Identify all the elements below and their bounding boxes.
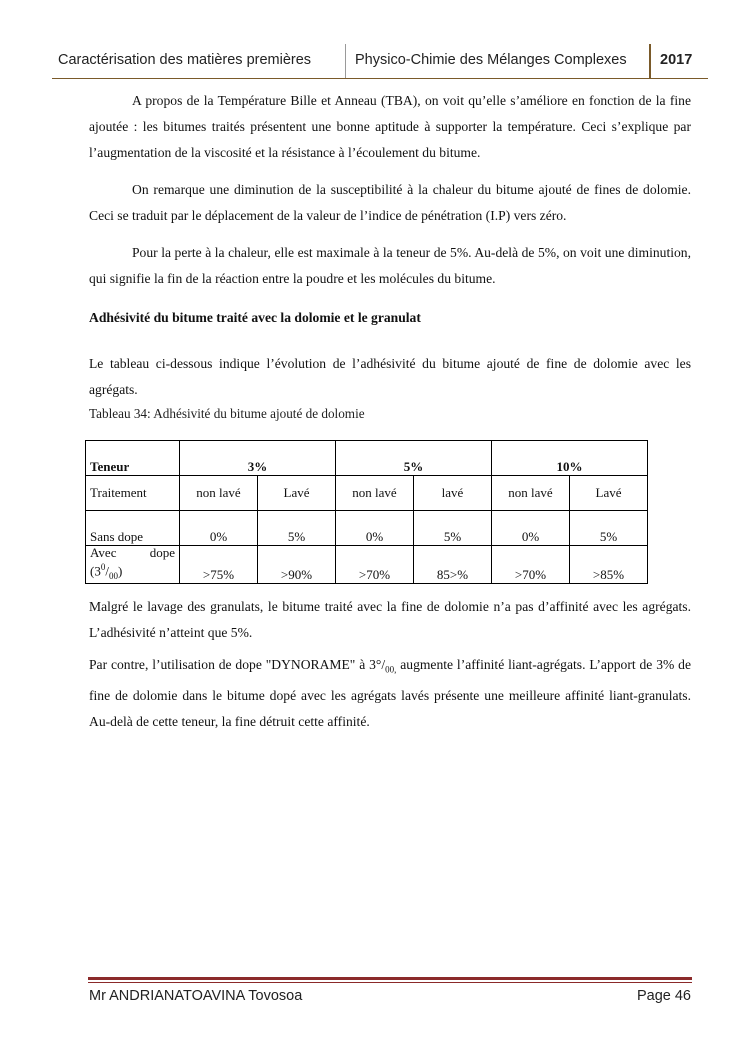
paragraph: On remarque une diminution de la susceptibilité à la chaleur du bitume ajouté de fines de dolomie. Ceci se traduit par le déplacement de la valeur de l’indice de pénétration (I.P) vers zéro. [89, 182, 691, 223]
table-cell: Avec dope $(3^0/_{00})$ [86, 546, 180, 584]
table-cell: 5% [258, 511, 336, 546]
paragraph: Malgré le lavage des granulats, le bitume traité avec la fine de dolomie n’a pas d’affinité avec les agrégats. L’adhésivité n’atteint que 5%. [89, 599, 691, 640]
table-cell: non lavé [180, 476, 258, 511]
page-header [52, 42, 708, 78]
table-row [86, 476, 648, 511]
table-cell: non lavé [336, 476, 414, 511]
table-cell: 0% [180, 511, 258, 546]
table-cell: 5% [570, 511, 648, 546]
paragraph: Pour la perte à la chaleur, elle est maximale à la teneur de 5%. Au-delà de 5%, on voit une diminution, qui signifie la fin de la réaction entre la poudre et les molécules du bitume. [89, 245, 691, 286]
table-row [86, 546, 648, 584]
header-divider [345, 44, 346, 78]
table-cell: 0% [336, 511, 414, 546]
page-number: Page 46 [636, 988, 691, 1004]
header-chapter-title: Caractérisation des matières premières [58, 52, 312, 68]
header-year: 2017 [660, 52, 693, 68]
table-cell: Traitement [86, 476, 180, 511]
header-rule [52, 78, 708, 79]
table-cell: >75% [180, 546, 258, 584]
table-cell: 0% [492, 511, 570, 546]
table-row [86, 441, 648, 476]
paragraph: A propos de la Température Bille et Anneau (TBA), on voit qu’elle s’améliore en fonction de la fine ajoutée : les bitumes traités présentent une bonne aptitude à supporter la température. Ceci s’explique par l’augmentation de la viscosité et la résistance à l’écoulement du bitume. [89, 93, 691, 160]
table-cell: 3% [180, 441, 336, 476]
section-title: Adhésivité du bitume traité avec la dolomie et le granulat [89, 310, 421, 325]
footer-author: Mr ANDRIANATOAVINA Tovosoa [89, 988, 303, 1004]
table-caption: Tableau 34: Adhésivité du bitume ajouté de dolomie [89, 406, 365, 421]
table-cell: >85% [570, 546, 648, 584]
table-cell: Sans dope [86, 511, 180, 546]
body-text-after-table [89, 594, 691, 735]
table-cell: 10% [492, 441, 648, 476]
body-text [89, 88, 691, 423]
table-cell: Lavé [258, 476, 336, 511]
footer-rule [88, 982, 692, 983]
table-cell: >70% [336, 546, 414, 584]
table-cell: lavé [414, 476, 492, 511]
adhesivity-table [85, 440, 648, 584]
table-cell: >70% [492, 546, 570, 584]
header-course-title: Physico-Chimie des Mélanges Complexes [355, 52, 627, 68]
table-cell: Lavé [570, 476, 648, 511]
table-cell: 5% [414, 511, 492, 546]
table-row [86, 511, 648, 546]
header-divider [649, 44, 651, 78]
table-cell: >90% [258, 546, 336, 584]
table-cell: 85>% [414, 546, 492, 584]
table-cell: Teneur [86, 441, 180, 476]
table-cell: non lavé [492, 476, 570, 511]
paragraph: Par contre, l’utilisation de dope "DYNORAME" à $3^\circ/_{00,}$ augmente l’affinité liant-agrégats. L’apport de 3% de fine de dolomie dans le bitume dopé avec les agrégats lavés présente une meilleure affinité liant-granulats. Au-delà de cette teneur, la fine détruit cette affinité. [89, 657, 692, 729]
footer-rule [88, 977, 692, 980]
table-cell: 5% [336, 441, 492, 476]
paragraph: Le tableau ci-dessous indique l’évolution de l’adhésivité du bitume ajouté de fine de dolomie avec les agrégats. [89, 356, 691, 397]
